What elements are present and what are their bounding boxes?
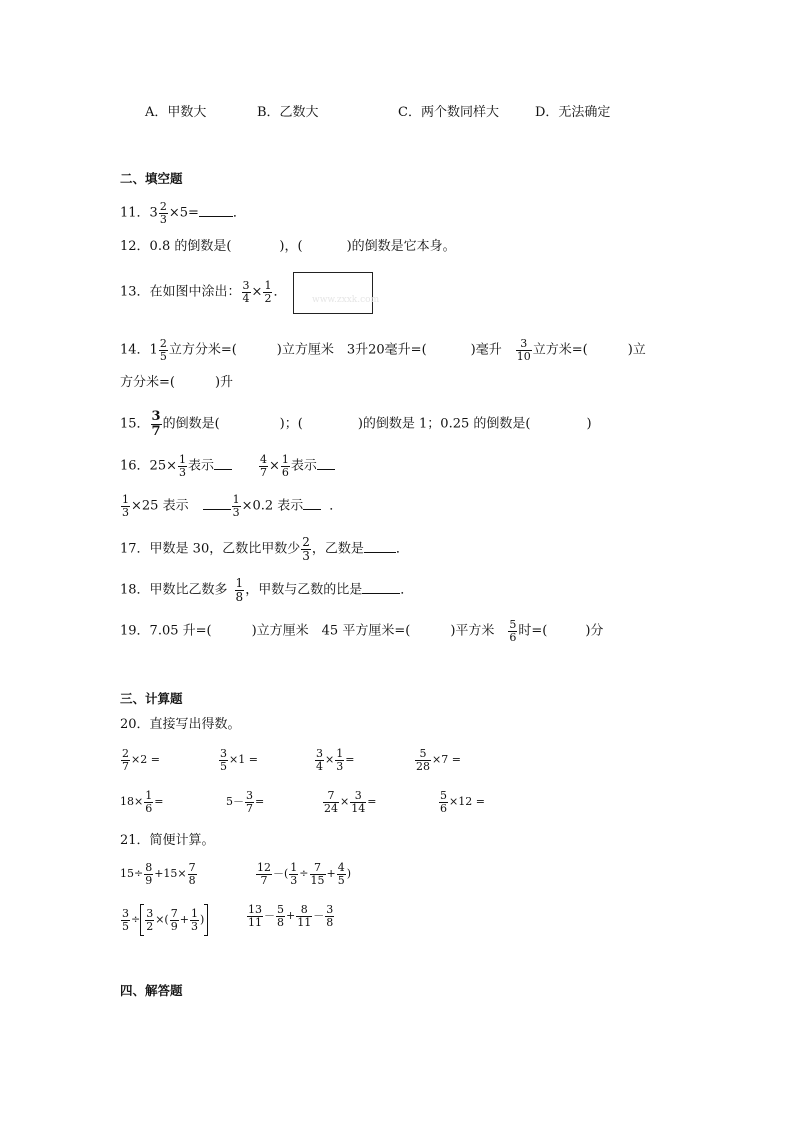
option-b: B．乙数大 xyxy=(257,105,319,120)
right-bracket xyxy=(204,904,208,936)
q20-expr-7: $\frac{7}{24}$ × $\frac{3}{14}$ = xyxy=(324,789,377,815)
option-a: A．甲数大 xyxy=(145,105,207,120)
q20-expr-6: 5－ $\frac{3}{7}$ = xyxy=(226,789,265,815)
q20-expr-3: $\frac{3}{4}$ × $\frac{1}{3}$ = xyxy=(316,747,355,773)
q21-expr-2: $\frac{12}{7}$ －( $\frac{1}{3}$ ÷ $\frac{7}{15}$ + $\frac{4}{5}$ ) xyxy=(257,861,352,887)
q20-expr-2: $\frac{3}{5}$ ×1 = xyxy=(220,747,258,773)
q21-expr-1: 15÷ $\frac{8}{9}$ +15× $\frac{7}{8}$ xyxy=(120,861,196,887)
question-19: 19．7.05 升=( )立方厘米 45 平方厘米=( )平方米 $\frac{5}{6}$ 时=( )分 xyxy=(120,618,604,644)
question-20-title: 20．直接写出得数。 xyxy=(120,717,241,732)
question-13: 13．在如图中涂出： $\frac{3}{4}$ × $\frac{1}{2}$ ． xyxy=(120,279,287,305)
question-18: 18．甲数比乙数多 $\frac{1}{8}$ ，甲数与乙数的比是 ． xyxy=(120,576,414,604)
section-title-answer: 四、解答题 xyxy=(120,983,183,998)
question-21-title: 21．简便计算。 xyxy=(120,833,215,848)
question-11: 11．3 $\frac{2}{3}$ ×5= ． xyxy=(120,200,246,226)
q20-expr-1: $\frac{2}{7}$ ×2 = xyxy=(122,747,160,773)
question-12: 12．0.8 的倒数是( )，( )的倒数是它本身。 xyxy=(120,239,456,254)
question-17: 17．甲数是 30，乙数比甲数少 $\frac{2}{3}$ ，乙数是 ． xyxy=(120,535,409,563)
option-d: D．无法确定 xyxy=(535,105,611,120)
question-14-line2: 方分米=( )升 xyxy=(120,375,234,390)
left-bracket xyxy=(140,904,144,936)
q20-expr-5: 18× $\frac{1}{6}$ = xyxy=(120,789,164,815)
q21-expr-3: $\frac{3}{5}$ ÷ $\frac{3}{2}$ ×( $\frac{7}{9}$ + $\frac{1}{3}$ ) xyxy=(120,904,208,936)
section-title-fill-blank: 二、填空题 xyxy=(120,171,183,186)
shading-rectangle[interactable] xyxy=(293,272,373,314)
question-15: 15． $\frac{3}{7}$ 的倒数是( )；( )的倒数是 1；0.25 的倒数是( ) xyxy=(120,409,592,439)
option-c: C．两个数同样大 xyxy=(398,105,499,120)
q20-expr-8: $\frac{5}{6}$ ×12 = xyxy=(440,789,485,815)
question-16: 16．25× $\frac{1}{3}$ 表示 $\frac{4}{7}$ × $\frac{1}{6}$ 表示 xyxy=(120,454,335,478)
question-16-line2: $\frac{1}{3}$ ×25 表示 $\frac{1}{3}$ ×0.2 表示 ． xyxy=(122,493,343,519)
watermark: www.zxxk.com xyxy=(312,295,380,305)
q21-expr-4: $\frac{13}{11}$ － $\frac{5}{8}$ + $\frac{8}{11}$ － $\frac{3}{8}$ xyxy=(248,903,334,929)
question-14: 14．1 $\frac{2}{5}$ 立方分米=( )立方厘米 3升20毫升=( )毫升 $\frac{3}{10}$ 立方米=( )立 xyxy=(120,337,646,363)
section-title-calculation: 三、计算题 xyxy=(120,691,183,706)
q20-expr-4: $\frac{5}{28}$ ×7 = xyxy=(416,747,461,773)
